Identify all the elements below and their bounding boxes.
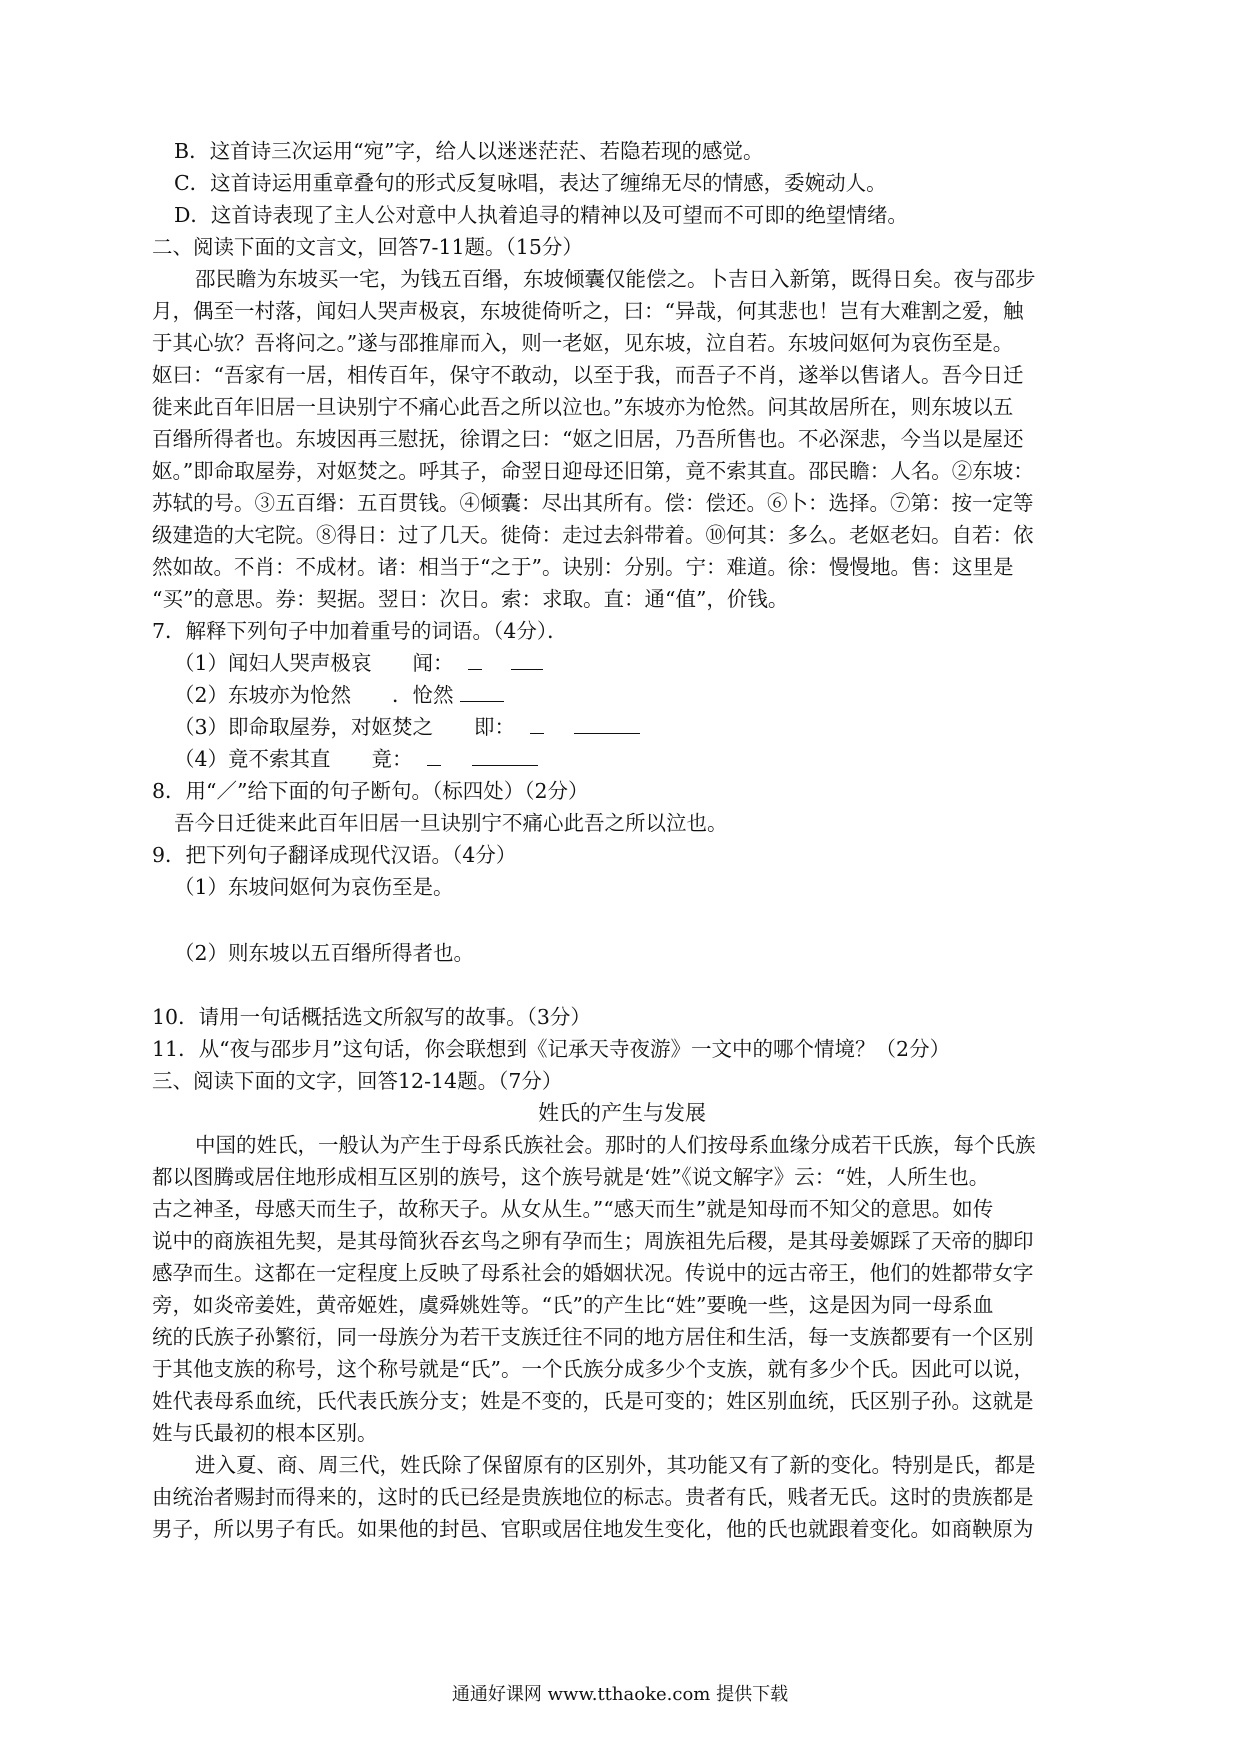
question-7-item-3 (174, 712, 640, 742)
text-line: 古之神圣，母感天而生子，故称天子。从女从生。”“感天而生”就是知母而不知父的意思。如传 (152, 1197, 994, 1221)
section-heading: 二、阅读下面的文言文，回答7-11题。（15分） (152, 235, 583, 259)
answer-blank (468, 649, 482, 670)
question-7-item-4 (174, 744, 538, 774)
text-line: 男子，所以男子有氏。如果他的封邑、官职或居住地发生变化，他的氏也就跟着变化。如商鞅原为 (152, 1517, 1034, 1541)
text-line: 于其心欤？吾将问之。”遂与邵推扉而入，则一老妪，见东坡，泣自若。东坡问妪何为哀伤至是。 (152, 331, 1014, 355)
text-line: D．这首诗表现了主人公对意中人执着追寻的精神以及可望而不可即的绝望情绪。 (174, 203, 908, 227)
text-line: 妪曰：“吾家有一居，相传百年，保守不敢动，以至于我，而吾子不肖，遂举以售诸人。吾今日迁 (152, 363, 1024, 387)
answer-blank (472, 745, 538, 766)
question-9-item-1: （1）东坡问妪何为哀伤至是。 (174, 875, 454, 899)
question-7-item-1 (174, 648, 543, 678)
text-line: 百缗所得者也。东坡因再三慰抚，徐谓之曰：“妪之旧居，乃吾所售也。不必深悲，今当以是屋还 (152, 427, 1024, 451)
question-11: 11．从“夜与邵步月”这句话，你会联想到《记承天寺夜游》一文中的哪个情境？（2分） (152, 1037, 951, 1061)
text-line: 苏轼的号。③五百缗：五百贯钱。④倾囊：尽出其所有。偿：偿还。⑥卜：选择。⑦第：按一定等 (152, 491, 1034, 515)
text-line: 吾今日迁徙来此百年旧居一旦诀别宁不痛心此吾之所以泣也。 (174, 811, 728, 835)
section-heading: 三、阅读下面的文字，回答12-14题。（7分） (152, 1069, 563, 1093)
text-line: 妪。”即命取屋券，对妪焚之。呼其子，命翌日迎母还旧第，竟不索其直。邵民瞻：人名。②东坡： (152, 459, 1034, 483)
text-line: 邵民瞻为东坡买一宅，为钱五百缗，东坡倾囊仅能偿之。卜吉日入新第，既得日矣。夜与邵步 (195, 267, 1036, 291)
question-9-item-2: （2）则东坡以五百缗所得者也。 (174, 941, 475, 965)
text-line: 中国的姓氏，一般认为产生于母系氏族社会。那时的人们按母系血缘分成若干氏族，每个氏族 (195, 1133, 1036, 1157)
question-text: （4）竟不索其直 竟： (174, 747, 413, 771)
text-line: 月，偶至一村落，闻妇人哭声极哀，东坡徙倚听之，曰：“异哉，何其悲也！岂有大难割之爱，触 (152, 299, 1024, 323)
page-footer: 通通好课网 www.tthaoke.com 提供下载 (451, 1684, 789, 1705)
article-title: 姓氏的产生与发展 (538, 1101, 706, 1125)
question-10: 10．请用一句话概括选文所叙写的故事。（3分） (152, 1005, 591, 1029)
question-9: 9．把下列句子翻译成现代汉语。（4分） (152, 843, 517, 867)
answer-blank (511, 649, 543, 670)
question-8: 8．用“／”给下面的句子断句。（标四处）（2分） (152, 779, 589, 803)
text-line: C．这首诗运用重章叠句的形式反复咏唱，表达了缠绵无尽的情感，委婉动人。 (174, 171, 887, 195)
text-line: 徙来此百年旧居一旦诀别宁不痛心此吾之所以泣也。”东坡亦为怆然。问其故居所在，则东坡以五 (152, 395, 1014, 419)
text-line: 进入夏、商、周三代，姓氏除了保留原有的区别外，其功能又有了新的变化。特别是氏，都是 (195, 1453, 1036, 1477)
question-7: 7．解释下列句子中加着重号的词语。（4分）． (152, 619, 568, 643)
text-line: 姓与氏最初的根本区别。 (152, 1421, 378, 1445)
answer-blank (427, 745, 441, 766)
text-line: 然如故。不肖：不成材。诸：相当于“之于”。诀别：分别。宁：难道。徐：慢慢地。售：这里是 (152, 555, 1014, 579)
question-text: （3）即命取屋券，对妪焚之 即： (174, 715, 516, 739)
text-line: 旁，如炎帝姜姓，黄帝姬姓，虞舜姚姓等。“氏”的产生比“姓”要晚一些，这是因为同一母系血 (152, 1293, 994, 1317)
text-line: 于其他支族的称号，这个称号就是“氏”。一个氏族分成多少个支族，就有多少个氏。因此可以说， (152, 1357, 1034, 1381)
question-text: （2）东坡亦为怆然 ．怆然 (174, 683, 454, 707)
text-line: 由统治者赐封而得来的，这时的氏已经是贵族地位的标志。贵者有氏，贱者无氏。这时的贵族都是 (152, 1485, 1034, 1509)
question-7-item-2 (174, 680, 504, 710)
question-text: （1）闻妇人哭声极哀 闻： (174, 651, 454, 675)
text-line: 说中的商族祖先契，是其母简狄吞玄鸟之卵有孕而生；周族祖先后稷，是其母姜嫄踩了天帝的脚印 (152, 1229, 1034, 1253)
text-line: 感孕而生。这都在一定程度上反映了母系社会的婚姻状况。传说中的远古帝王，他们的姓都带女字 (152, 1261, 1034, 1285)
text-line: “买”的意思。券：契据。翌日：次日。索：求取。直：通“值”，价钱。 (152, 587, 789, 611)
answer-blank (574, 713, 640, 734)
answer-blank (530, 713, 544, 734)
answer-blank (460, 681, 504, 702)
text-line: 姓代表母系血统，氏代表氏族分支；姓是不变的，氏是可变的；姓区别血统，氏区别子孙。这就是 (152, 1389, 1034, 1413)
text-line: 级建造的大宅院。⑧得日：过了几天。徙倚：走过去斜带着。⑩何其：多么。老妪老妇。自若：依 (152, 523, 1034, 547)
text-line: 统的氏族子孙繁衍，同一母族分为若干支族迁往不同的地方居住和生活，每一支族都要有一个区别 (152, 1325, 1034, 1349)
text-line: B．这首诗三次运用“宛”字，给人以迷迷茫茫、若隐若现的感觉。 (174, 139, 764, 163)
text-line: 都以图腾或居住地形成相互区别的族号，这个族号就是‘姓”《说文解字》云：“姓，人所生也。 (152, 1165, 990, 1189)
